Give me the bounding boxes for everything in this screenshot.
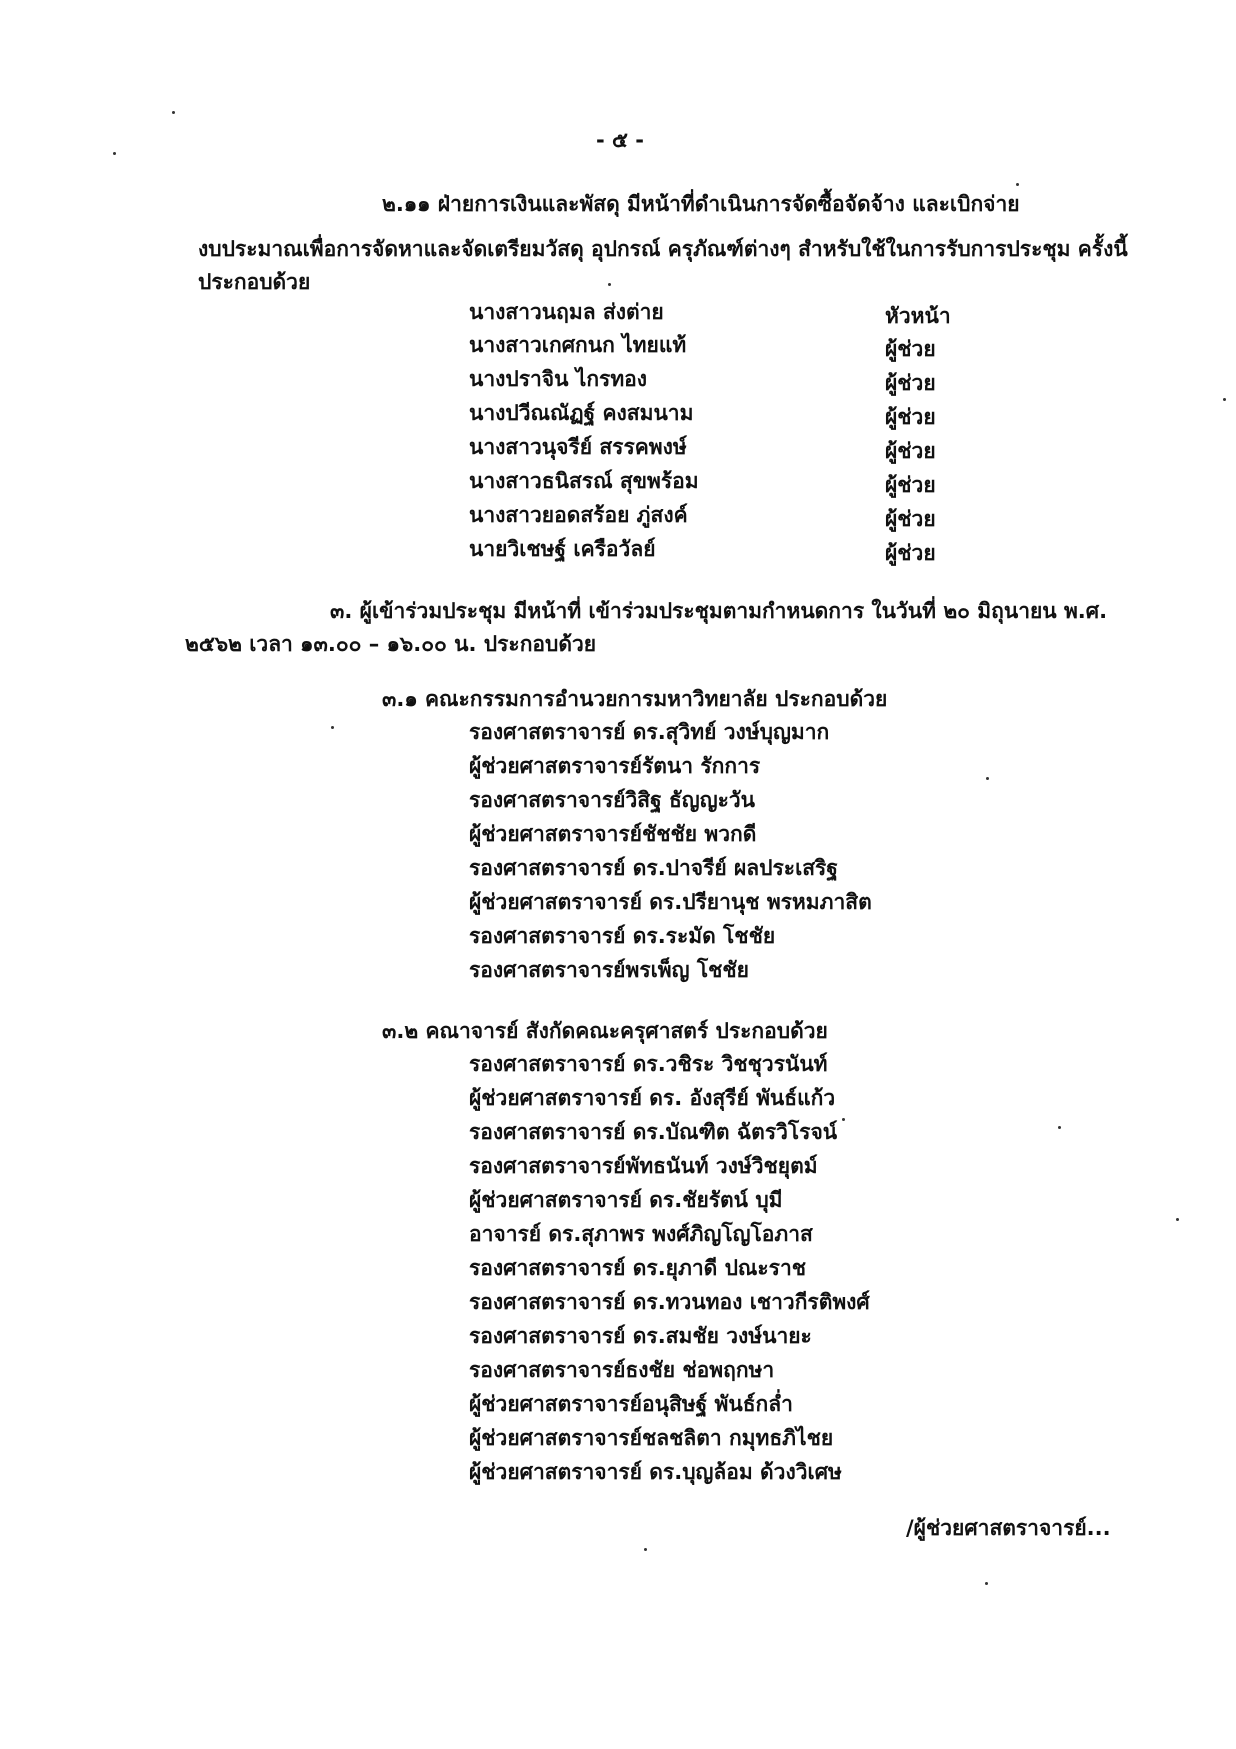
member-role: ผู้ช่วย — [885, 439, 936, 463]
member-role: ผู้ช่วย — [885, 541, 936, 565]
scan-speck — [842, 1118, 845, 1121]
list-item: รองศาสตราจารย์วิสิฐ ธัญญะวัน — [469, 788, 756, 812]
section-3-line-1: ๓. ผู้เข้าร่วมประชุม มีหน้าที่ เข้าร่วมประชุมตามกำหนดการ ในวันที่ ๒๐ มิถุนายน พ.ศ. — [330, 599, 1108, 623]
scan-speck — [1058, 1126, 1061, 1129]
list-item: ผู้ช่วยศาสตราจารย์อนุสิษฐ์ พันธ์กล่ำ — [469, 1392, 793, 1416]
list-item: ผู้ช่วยศาสตราจารย์ ดร. อังสุรีย์ พันธ์แก้ว — [469, 1086, 836, 1110]
scan-speck — [1176, 1218, 1179, 1221]
list-item: รองศาสตราจารย์ ดร.ทวนทอง เชาวกีรติพงศ์ — [469, 1290, 870, 1314]
list-item: รองศาสตราจารย์ ดร.ปาจรีย์ ผลประเสริฐ — [469, 856, 838, 880]
list-item: รองศาสตราจารย์ ดร.ยุภาดี ปณะราช — [469, 1256, 806, 1280]
member-name: นางสาวนฤมล ส่งต่าย — [469, 300, 664, 324]
scan-speck — [985, 1582, 988, 1585]
scan-speck — [331, 726, 334, 729]
list-item: รองศาสตราจารย์ ดร.วชิระ วิชชุวรนันท์ — [469, 1052, 828, 1076]
list-item: รองศาสตราจารย์ ดร.สมชัย วงษ์นายะ — [469, 1324, 812, 1348]
member-role: ผู้ช่วย — [885, 337, 936, 361]
member-name: นายวิเชษฐ์ เครือวัลย์ — [469, 537, 656, 561]
list-item: ผู้ช่วยศาสตราจารย์ชลชลิตา กมุทธภิไชย — [469, 1426, 834, 1450]
section-2-11-line-1: ๒.๑๑ ฝ่ายการเงินและพัสดุ มีหน้าที่ดำเนินการจัดซื้อจัดจ้าง และเบิกจ่าย — [382, 192, 1020, 216]
member-name: นางสาวธนิสรณ์ สุขพร้อม — [469, 469, 699, 493]
list-item: รองศาสตราจารย์ ดร.ระมัด โชชัย — [469, 924, 776, 948]
member-name: นางปราจิน ไกรทอง — [469, 367, 648, 391]
scan-speck — [644, 1548, 647, 1551]
scan-speck — [172, 111, 175, 114]
member-role: ผู้ช่วย — [885, 371, 936, 395]
list-item: รองศาสตราจารย์ ดร.สุวิทย์ วงษ์บุญมาก — [469, 720, 830, 744]
member-role: ผู้ช่วย — [885, 473, 936, 497]
scan-speck — [986, 777, 989, 780]
list-item: รองศาสตราจารย์ ดร.บัณฑิต ฉัตรวิโรจน์ — [469, 1120, 838, 1144]
section-3-1-heading: ๓.๑ คณะกรรมการอำนวยการมหาวิทยาลัย ประกอบด้วย — [382, 687, 888, 711]
member-name: นางปวีณณัฏฐ์ คงสมนาม — [469, 401, 694, 425]
list-item: อาจารย์ ดร.สุภาพร พงศ์ภิญโญโอภาส — [469, 1222, 813, 1246]
section-3-line-2: ๒๕๖๒ เวลา ๑๓.๐๐ – ๑๖.๐๐ น. ประกอบด้วย — [185, 632, 597, 656]
list-item: ผู้ช่วยศาสตราจารย์ ดร.ปรียานุช พรหมภาสิต — [469, 890, 872, 914]
member-name: นางสาวเกศกนก ไทยแท้ — [469, 333, 687, 357]
member-name: นางสาวนุจรีย์ สรรคพงษ์ — [469, 435, 687, 459]
list-item: ผู้ช่วยศาสตราจารย์ ดร.ชัยรัตน์ บุมี — [469, 1188, 783, 1212]
member-role: ผู้ช่วย — [885, 507, 936, 531]
page-number: - ๕ - — [596, 128, 644, 152]
list-item: รองศาสตราจารย์พรเพ็ญ โชชัย — [469, 958, 749, 982]
member-role: ผู้ช่วย — [885, 405, 936, 429]
section-3-2-heading: ๓.๒ คณาจารย์ สังกัดคณะครุศาสตร์ ประกอบด้วย — [382, 1019, 828, 1043]
section-2-11-line-3: ประกอบด้วย — [198, 270, 311, 294]
list-item: ผู้ช่วยศาสตราจารย์ ดร.บุญล้อม ด้วงวิเศษ — [469, 1460, 842, 1484]
continuation-note: /ผู้ช่วยศาสตราจารย์... — [906, 1516, 1111, 1540]
scan-speck — [1223, 398, 1226, 401]
member-name: นางสาวยอดสร้อย ภู่สงค์ — [469, 503, 688, 527]
list-item: รองศาสตราจารย์พัทธนันท์ วงษ์วิชยุตม์ — [469, 1154, 818, 1178]
scan-speck — [1016, 183, 1019, 186]
member-role: หัวหน้า — [885, 304, 951, 328]
list-item: รองศาสตราจารย์ธงชัย ช่อพฤกษา — [469, 1358, 775, 1382]
list-item: ผู้ช่วยศาสตราจารย์ชัชชัย พวกดี — [469, 822, 757, 846]
scan-speck — [608, 283, 611, 286]
section-2-11-line-2: งบประมาณเพื่อการจัดหาและจัดเตรียมวัสดุ อุปกรณ์ ครุภัณฑ์ต่างๆ สำหรับใช้ในการรับการประชุม ครั้งนี้ — [198, 237, 1128, 261]
list-item: ผู้ช่วยศาสตราจารย์รัตนา รักการ — [469, 754, 761, 778]
scan-speck — [113, 152, 116, 155]
